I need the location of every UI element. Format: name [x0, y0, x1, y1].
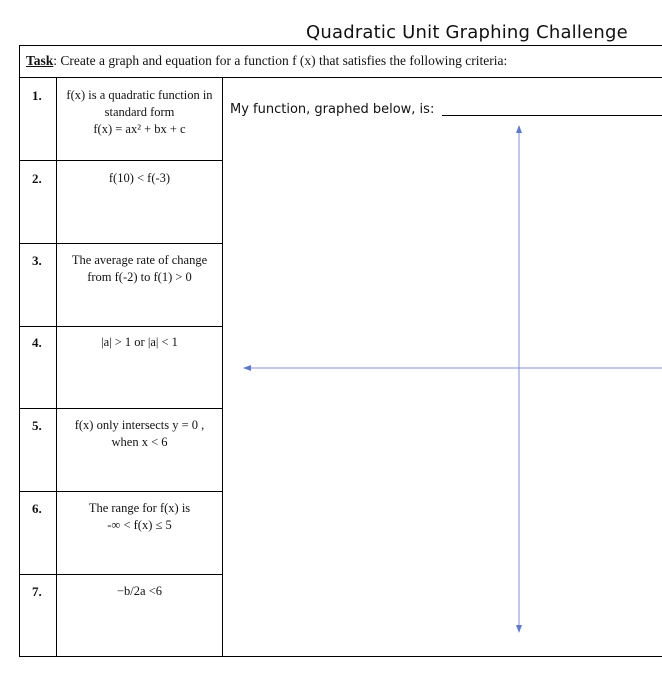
- criterion-number-6: 6.: [32, 501, 42, 516]
- criterion-number-1: 1.: [32, 88, 42, 103]
- criterion-number-2: 2.: [32, 171, 42, 186]
- criterion-5-line-1: f(x) only intersects y = 0 ,: [74, 418, 205, 432]
- criterion-4-line-1: |a| > 1 or |a| < 1: [101, 335, 178, 349]
- y-axis-down-arrow-icon: [516, 625, 522, 633]
- task-label: Task: [26, 53, 54, 68]
- criterion-number-3: 3.: [32, 253, 42, 268]
- criterion-1-line-1: f(x) is a quadratic function in: [66, 88, 213, 102]
- x-axis-left-arrow-icon: [243, 365, 251, 371]
- criterion-3-line-1: The average rate of change: [71, 253, 208, 267]
- criterion-1-line-3: f(x) = ax² + bx + c: [93, 122, 186, 136]
- criterion-1-line-2: standard form: [104, 105, 175, 119]
- criterion-number-4: 4.: [32, 335, 42, 350]
- page-title: Quadratic Unit Graphing Challenge: [306, 22, 628, 43]
- y-axis-up-arrow-icon: [516, 125, 522, 133]
- criterion-7-line-1: −b/2a <6: [117, 584, 162, 598]
- criterion-3-line-2: from f(-2) to f(1) > 0: [87, 270, 192, 284]
- criterion-number-5: 5.: [32, 418, 42, 433]
- task-text: : Create a graph and equation for a function f (x) that satisfies the following criteria:: [53, 53, 508, 68]
- criterion-2-line-1: f(10) < f(-3): [108, 171, 171, 185]
- criterion-6-line-1: The range for f(x) is: [88, 501, 191, 515]
- criterion-6-line-2: -∞ < f(x) ≤ 5: [107, 518, 172, 532]
- graph-prompt: My function, graphed below, is:: [230, 102, 435, 117]
- criterion-number-7: 7.: [32, 584, 42, 599]
- criterion-5-line-2: when x < 6: [111, 435, 168, 449]
